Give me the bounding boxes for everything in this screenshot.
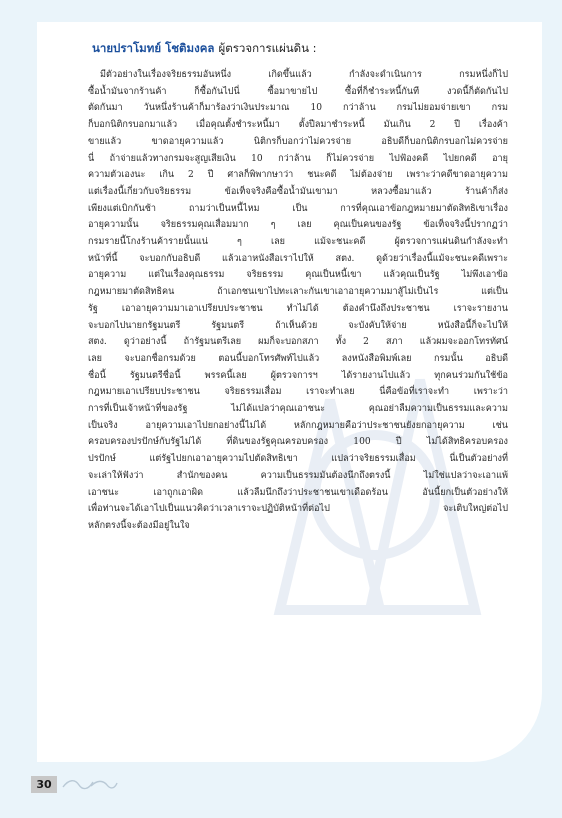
speaker-role: ผู้ตรวจการแผ่นดิน : — [218, 41, 317, 55]
body-line: นี่ ถ้าจ่ายแล้วทางกรมจะสูญเสียเงิน 10 กว่าล้าน ก็ไม่ควรจ่าย ไปฟ้องคดี ไปยกคดี อายุ — [88, 153, 508, 164]
page-number: 30 — [31, 776, 57, 793]
body-line: ความตัวเองนะ เกิน 2 ปี ศาลก็พิพากษาว่า ชนะคดี ไม่ต้องจ่าย เพราะว่าคดีขาดอายุความ — [88, 170, 508, 181]
body-line: มีตัวอย่างในเรื่องจริยธรรมอันหนึ่ง เกิดขึ้นแล้ว กำลังจะดำเนินการ กรมหนึ่งก็ไป — [100, 70, 508, 80]
body-line: สตง. ดูว่าอย่างนี้ ถ้ารัฐมนตรีเลย ผมก็จะบอกสภา ทั้ง 2 สภา แล้วผมจะออกโทรทัศน์ — [88, 337, 508, 348]
body-line: ซื้อน้ำมันจากร้านค้า ก็ซื้อกันไปนี่ ซื้อมาขายไป ซื้อที่ก็ชำระหนี้กันที งวดนี้ก็ตัดกันไป — [88, 86, 508, 97]
page-footer — [31, 775, 119, 793]
speaker-heading — [92, 40, 522, 58]
body-line: เพื่อท่านจะได้เอาไปเป็นแนวคิดว่าเวลาเราจะปฏิบัติหน้าที่ต่อไป จะเติบใหญ่ต่อไป — [88, 504, 508, 515]
body-line: ปรปักษ์ แต่รัฐไปยกเอาอายุความไปตัดสิทธิเขา แปลว่าจริยธรรมเสื่อม นี่เป็นตัวอย่างที่ — [88, 454, 508, 465]
body-line: เอาชนะ เอาถูกเอาผิด แล้วลืมนึกถึงว่าประชาชนเขาเดือดร้อน อันนี้ยกเป็นตัวอย่างให้ — [88, 487, 508, 498]
body-line: เพียงแต่เบิกกันช้า ถามว่าเป็นหนี้ไหม เป็น การที่คุณเอาข้อกฎหมายมาตัดสิทธิเขาเรื่อง — [88, 203, 508, 214]
body-line: หลักตรงนี้จะต้องมีอยู่ในใจ — [88, 520, 190, 531]
body-line: อายุความนั้น จริยธรรมคุณเสื่อมมาก ๆ เลย คุณเป็นคนของรัฐ ข้อเท็จจริงนี้ปรากฏว่า — [88, 220, 508, 231]
body-line: การที่เป็นเจ้าหน้าที่ของรัฐ ไม่ได้แปลว่าคุณเอาชนะ คุณอย่าลืมความเป็นธรรมและความ — [88, 404, 508, 415]
body-line: กฎหมายเอาเปรียบประชาชน จริยธรรมเสื่อม เราจะทำเลย นี่คือข้อที่เราจะทำ เพราะว่า — [88, 387, 508, 398]
body-line: ตัดกันมา วันหนึ่งร้านค้าก็มาร้องว่าเงินประมาณ 10 กว่าล้าน กรมไม่ยอมจ่ายเขา กรม — [88, 103, 508, 114]
body-line: แต่เรื่องนี้เกี่ยวกับจริยธรรม ข้อเท็จจริงคือซื้อน้ำมันเขามา หลวงซื้อมาแล้ว ร้านค้าก็ส่ง — [88, 186, 508, 197]
body-line: จะเล่าให้ฟังว่า สำนักของคน ความเป็นธรรมมันต้องนึกถึงตรงนี้ ไม่ใช่แปลว่าจะเอาแพ้ — [88, 470, 508, 481]
body-line: รัฐ เอาอายุความมาเอาเปรียบประชาชน ทำไม่ได้ ต้องคำนึงถึงประชาชน เราจะรายงาน — [88, 303, 508, 314]
body-line: เลย จะบอกชื่อกรมด้วย ตอนนี้บอกโทรศัพท์ไปแล้ว ลงหนังสือพิมพ์เลย กรมนั้น อธิบดี — [88, 353, 508, 364]
speaker-name: นายปราโมทย์ โชติมงคล — [92, 41, 215, 55]
body-line: กรมรายนี้โกงร้านค้ารายนั้นแน่ ๆ เลย แม้จะชนะคดี ผู้ตรวจการแผ่นดินกำลังจะทำ — [88, 237, 508, 248]
body-line: กฎหมายมาตัดสิทธิคน ถ้าเอกชนเขาไปทะเลาะกันเขาเอาอายุความมาสู้ไม่เป็นไร แต่เป็น — [88, 287, 508, 298]
body-paragraph — [88, 67, 508, 627]
body-line: ก็บอกนิติกรบอกมาแล้ว เมื่อคุณตั้งชำระหนี้มา ตั้งปีลมาชำระหนี้ มันเกิน 2 ปี เรื่องค้า — [88, 120, 508, 131]
decorative-flourish-icon — [61, 777, 119, 791]
body-line: อายุความ แต่ในเรื่องคุณธรรม จริยธรรม คุณเป็นหนี้เขา แล้วคุณเป็นรัฐ ไม่พึงเอาข้อ — [88, 270, 508, 281]
body-line: ชื่อนี้ รัฐมนตรีชื่อนี้ พรรคนี้เลย ผู้ตรวจการฯ ได้รายงานไปแล้ว ทุกคนร่วมกันใช้ข้อ — [88, 370, 508, 381]
body-line: เป็นจริง อายุความเอาไปยกอย่างนี้ไม่ได้ หลักกฎหมายคือว่าประชาชนยังยกอายุความ เช่น — [88, 420, 508, 431]
body-line: จะบอกไปนายกรัฐมนตรี รัฐมนตรี ถ้าเห็นด้วย จะบังคับให้จ่าย หนังสือนี้ก็จะไปให้ — [88, 320, 508, 331]
body-line: ครอบครองปรปักษ์กับรัฐไม่ได้ ที่ดินของรัฐคุณครอบครอง 100 ปี ไม่ได้สิทธิครอบครอง — [88, 437, 508, 448]
body-line: หน้าที่นี้ จะบอกกับอธิบดี แล้วเอาหนังสือเราไปให้ สตง. ดูด้วยว่าเรื่องนี้แม้จะชนะคดีเพราะ — [88, 253, 508, 264]
body-line: ขายแล้ว ขาดอายุความแล้ว นิติกรก็บอกว่าไม่ควรจ่าย อธิบดีก็บอกนิติกรบอกไม่ควรจ่าย — [88, 136, 508, 147]
